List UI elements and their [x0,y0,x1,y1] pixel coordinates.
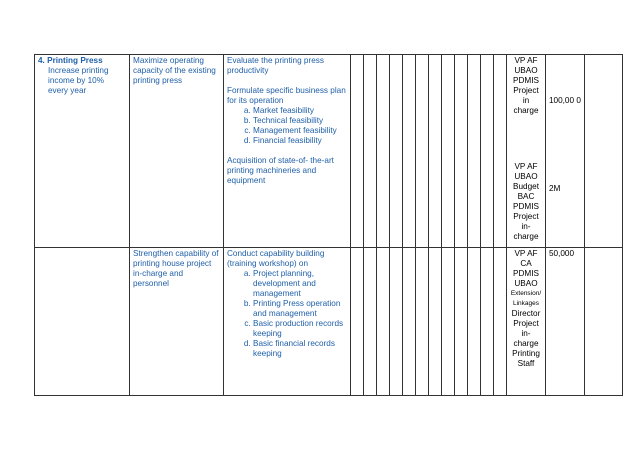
timeline-cell [494,55,507,248]
responsible-line: BAC [517,192,535,201]
area-description: Increase printing income by 10% every year [48,66,109,95]
table-row [35,55,623,248]
timeline-cell [364,248,377,396]
responsible-line: VP AF [514,249,538,258]
strategy-list [227,269,347,359]
list-item: b. Printing Press operation and management [253,299,347,319]
timeline-cell [429,55,442,248]
strategy-text: Acquisition of state-of- the-art printing machineries and equipment [227,156,334,185]
key-area-cell [35,248,130,396]
objective-cell: Strengthen capability of printing house project in-charge and personnel [130,248,224,396]
remarks-cell [585,55,623,248]
list-item: d. Financial feasibility [253,136,347,146]
responsible-line: Project [513,212,539,221]
timeline-cell [403,55,416,248]
timeline-cell [442,55,455,248]
list-item: a. Market feasibility [253,106,347,116]
key-area-cell [35,55,130,248]
timeline-cell [403,248,416,396]
timeline-cell [364,55,377,248]
timeline-cell [455,248,468,396]
timeline-cell [429,248,442,396]
timeline-cell [377,55,390,248]
timeline-cell [494,248,507,396]
strategy-list [227,106,347,146]
timeline-cell [390,248,403,396]
budget-value: 50,000 [549,249,575,258]
list-item: c. Management feasibility [253,126,347,136]
budget-value: 2M [549,184,561,193]
action-plan-table [34,54,623,396]
responsible-line: in- [521,222,531,231]
area-title: Printing Press [47,56,103,65]
budget-cell [546,55,585,248]
responsible-line: VP AF [514,162,538,171]
objective-cell: Maximize operating capacity of the existing printing press [130,55,224,248]
timeline-cell [481,248,494,396]
responsible-line: CA [520,259,532,268]
timeline-cell [416,248,429,396]
responsible-line: Director [511,309,541,318]
timeline-cell [442,248,455,396]
timeline-cell [351,55,364,248]
responsible-line: UBAO [514,66,538,75]
responsible-line: Budget [513,182,539,191]
responsible-line: VP AF [514,56,538,65]
list-item: c. Basic production records keeping [253,319,347,339]
area-number: 4. [38,56,45,65]
budget-value: 100,00 0 [549,96,581,105]
responsible-line: in- [521,329,531,338]
responsible-line: UBAO [514,172,538,181]
timeline-cell [455,55,468,248]
timeline-cell [468,248,481,396]
timeline-cell [416,55,429,248]
responsible-line: Project [513,86,539,95]
strategy-cell [224,248,351,396]
strategy-text: Formulate specific business plan for its operation [227,86,346,105]
responsible-line: Extension/ Linkages [510,290,542,307]
responsible-line: PDMIS [513,269,539,278]
responsible-line: Staff [517,359,535,368]
strategy-cell [224,55,351,248]
responsible-line: charge [513,106,539,115]
strategy-text: Evaluate the printing press productivity [227,56,324,75]
strategy-text: Conduct capability building (training workshop) on [227,249,325,268]
budget-cell [546,248,585,396]
timeline-cell [377,248,390,396]
remarks-cell [585,248,623,396]
timeline-cell [390,55,403,248]
responsible-line: in [522,96,530,105]
responsible-line: charge [513,339,539,348]
responsible-line: PDMIS [513,76,539,85]
timeline-cell [351,248,364,396]
responsible-line: Printing [512,349,540,358]
timeline-cell [481,55,494,248]
responsible-line: PDMIS [513,202,539,211]
list-item: b. Technical feasibility [253,116,347,126]
responsible-line: charge [513,232,539,241]
table-row [35,248,623,396]
timeline-cell [468,55,481,248]
list-item: a. Project planning, development and management [253,269,347,299]
responsible-cell [507,55,546,248]
responsible-cell [507,248,546,396]
responsible-line: UBAO [514,279,538,288]
responsible-line: Project [513,319,539,328]
list-item: d. Basic financial records keeping [253,339,347,359]
